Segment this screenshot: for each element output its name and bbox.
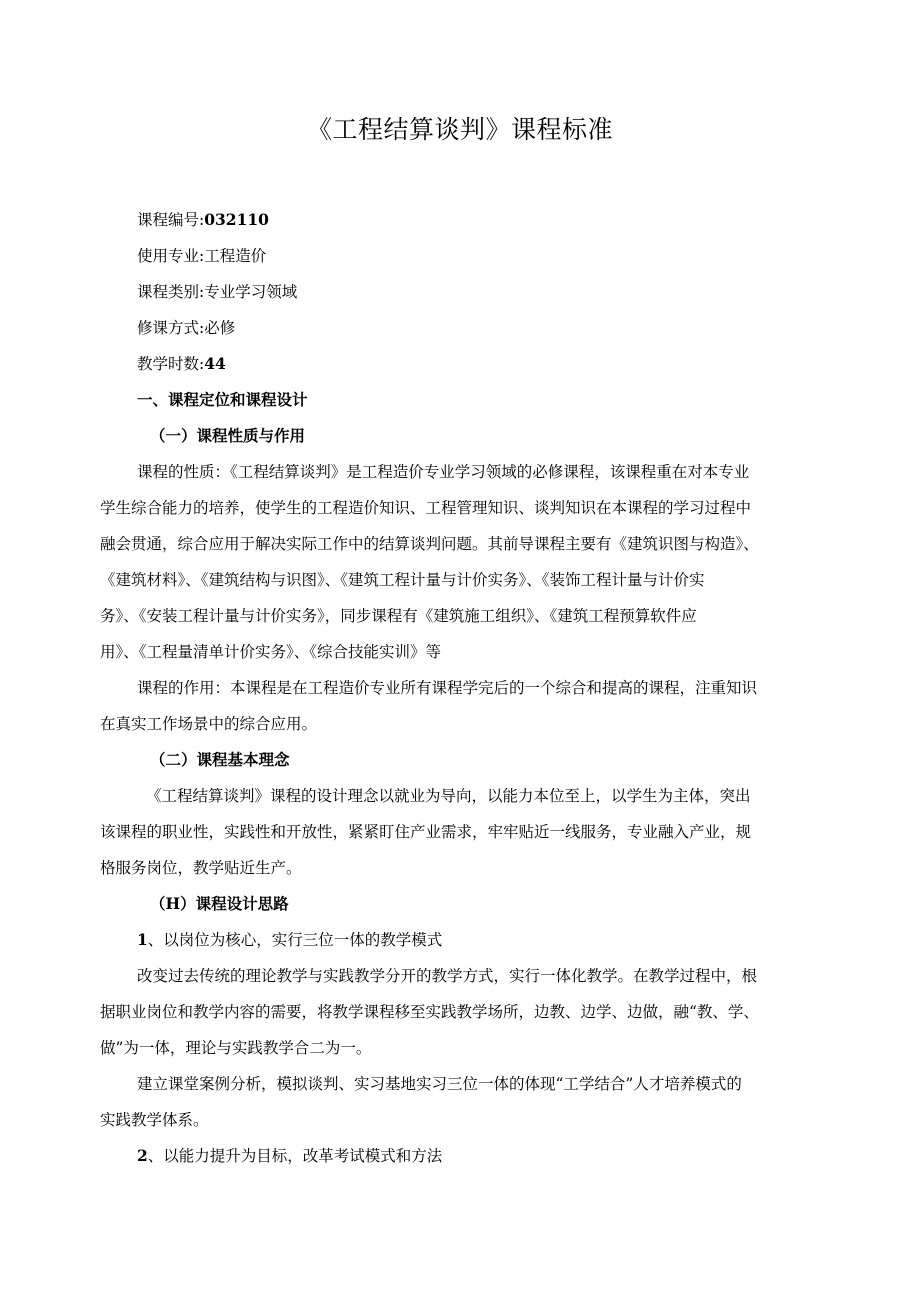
paragraph-line: 该课程的职业性，实践性和开放性，紧紧盯住产业需求，牢牢贴近一线服务，专业融入产业，规 xyxy=(100,823,752,841)
meta-hours xyxy=(100,346,835,382)
subsection-heading: （二）课程基本理念 xyxy=(150,750,290,769)
meta-study-mode xyxy=(100,310,835,346)
meta-major xyxy=(100,238,835,274)
meta-course-code xyxy=(100,202,835,238)
document-body xyxy=(100,202,835,1174)
paragraph-integrated-teaching xyxy=(100,958,835,1066)
meta-category xyxy=(100,274,835,310)
paragraph-line: 格服务岗位，教学贴近生产。 xyxy=(100,859,302,877)
paragraph-line: 《建筑材料》、《建筑结构与识图》、《建筑工程计量与计价实务》、《装饰工程计量与计价实 xyxy=(100,571,705,589)
paragraph-line: 用》、《工程量清单计价实务》、《综合技能实训》等 xyxy=(100,643,442,661)
document-title: 《工程结算谈判》课程标准 xyxy=(306,115,613,144)
meta-label: 使用专业: xyxy=(137,247,205,265)
item-text: 、以岗位为核心，实行三位一体的教学模式 xyxy=(147,931,443,949)
meta-value: 必修 xyxy=(204,319,236,337)
meta-value: 032110 xyxy=(204,210,269,229)
meta-label: 课程类别: xyxy=(137,283,205,301)
paragraph-case-analysis xyxy=(100,1066,835,1138)
item-number: 1 xyxy=(137,930,148,949)
meta-label: 课程编号: xyxy=(137,211,205,229)
paragraph-line: 建立课堂案例分析，模拟谈判、实习基地实习三位一体的体现“工学结合”人才培养模式的 xyxy=(137,1075,742,1093)
item-number: 2 xyxy=(137,1146,148,1165)
paragraph-line: 做”为一体，理论与实践教学合二为一。 xyxy=(100,1039,372,1057)
paragraph-line: 据职业岗位和教学内容的需要，将教学课程移至实践教学场所，边教、边学、边做，融“教、学、 xyxy=(100,1003,759,1021)
paragraph-line: 改变过去传统的理论教学与实践教学分开的教学方式，实行一体化教学。在教学过程中，根 xyxy=(137,967,758,985)
numbered-item xyxy=(100,922,835,958)
paragraph-line: 实践教学体系。 xyxy=(100,1111,209,1129)
subsection-heading: （H）课程设计思路 xyxy=(150,894,289,913)
paragraph-line: 融会贯通，综合应用于解决实际工作中的结算谈判问题。其前导课程主要有《建筑识图与构造》、 xyxy=(100,535,759,553)
paragraph-line: 务》、《安装工程计量与计价实务》，同步课程有《建筑施工组织》、《建筑工程预算软件应 xyxy=(100,607,697,625)
numbered-item xyxy=(100,1138,835,1174)
meta-label: 修课方式: xyxy=(137,319,205,337)
paragraph-basic-concept xyxy=(100,778,835,886)
meta-value: 44 xyxy=(204,354,226,373)
subsection-heading: （一）课程性质与作用 xyxy=(150,426,306,445)
paragraph-line: 《工程结算谈判》课程的设计理念以就业为导向，以能力本位至上，以学生为主体，突出 xyxy=(146,787,751,805)
paragraph-course-role xyxy=(100,670,835,742)
item-text: 、以能力提升为目标，改革考试模式和方法 xyxy=(147,1147,443,1165)
paragraph-line: 课程的性质：《工程结算谈判》是工程造价专业学习领域的必修课程，该课程重在对本专业 xyxy=(137,463,750,481)
paragraph-course-nature xyxy=(100,454,835,670)
paragraph-line: 学生综合能力的培养，使学生的工程造价知识、工程管理知识、谈判知识在本课程的学习过程中 xyxy=(100,499,752,517)
paragraph-line: 在真实工作场景中的综合应用。 xyxy=(100,715,318,733)
meta-value: 专业学习领域 xyxy=(204,283,298,301)
meta-label: 教学时数: xyxy=(137,355,205,373)
meta-value: 工程造价 xyxy=(204,247,267,265)
section-heading: 一、课程定位和课程设计 xyxy=(137,390,308,409)
paragraph-line: 课程的作用：本课程是在工程造价专业所有课程学完后的一个综合和提高的课程，注重知识 xyxy=(137,679,758,697)
